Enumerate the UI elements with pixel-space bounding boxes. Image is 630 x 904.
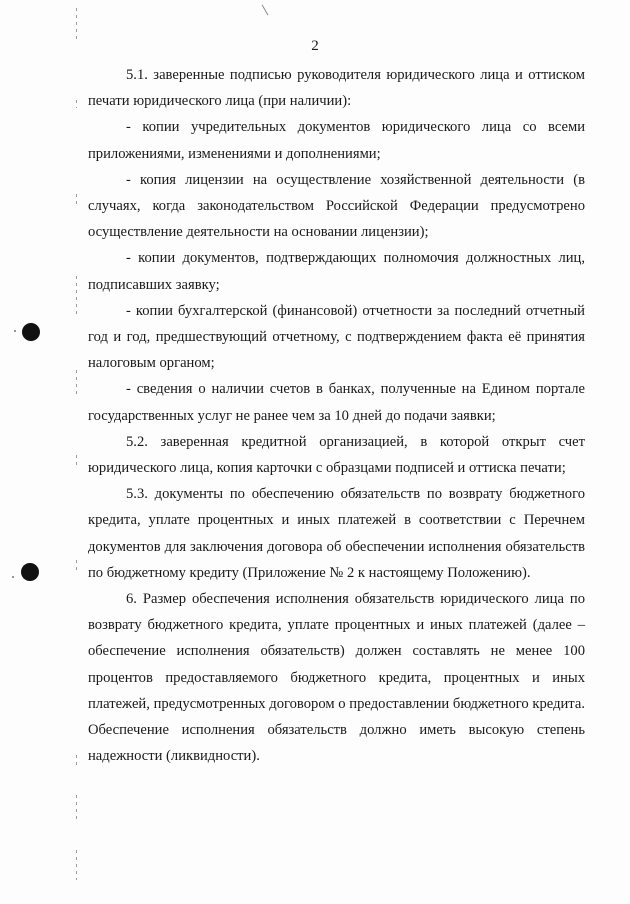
page-number: 2 xyxy=(311,38,319,54)
margin-line xyxy=(76,100,77,108)
margin-line xyxy=(76,8,77,40)
scan-speck xyxy=(12,576,14,578)
margin-line xyxy=(76,755,77,765)
margin-line xyxy=(76,560,77,574)
punch-hole xyxy=(21,563,39,581)
margin-line xyxy=(76,455,77,465)
paragraph-6: 6. Размер обеспечения исполнения обязательств юридического лица по возврату бюджетного кредита, уплате процентных и иных платежей (далее – обеспечение исполнения обязательств) должен составлять не менее 100 процентов предоставляемого бюджетного кредита, процентных и иных платежей, предусмотренных договором о предоставлении бюджетного кредита. Обеспечение исполнения обязательств должно иметь высокую степень надежности (ликвидности). xyxy=(88,591,585,765)
scan-mark xyxy=(262,1,276,16)
paragraph-authority-docs: - копии документов, подтверждающих полномочия должностных лиц, подписавших заявку; xyxy=(88,250,585,293)
paragraph-5-2: 5.2. заверенная кредитной организацией, в которой открыт счет юридического лица, копия карточки с образцами подписей и оттиска печати; xyxy=(88,433,585,477)
paragraph-5-1: 5.1. заверенные подписью руководителя юридического лица и оттиском печати юридического лица (при наличии): xyxy=(88,67,585,110)
paragraph-5-3: 5.3. документы по обеспечению обязательств по возврату бюджетного кредита, уплате процентных и иных платежей в соответствии с Перечнем документов для заключения договора об обеспечении исполнения обязательств по бюджетному кредиту (Приложение № 2 к настоящему Положению). xyxy=(88,486,585,581)
paragraph-financial-statements: - копии бухгалтерской (финансовой) отчетности за последний отчетный год и год, предшествующий отчетному, с подтверждением факта её принятия налоговым органом; xyxy=(88,302,585,372)
paragraph-founding-docs: - копии учредительных документов юридического лица со всеми приложениями, изменениями и дополнениями; xyxy=(88,119,585,162)
margin-line xyxy=(76,795,77,821)
scan-speck xyxy=(14,330,16,332)
margin-line xyxy=(76,850,77,880)
document-body xyxy=(88,62,585,769)
punch-hole xyxy=(22,323,40,341)
paragraph-license: - копия лицензии на осуществление хозяйственной деятельности (в случаях, когда законодательством Российской Федерации предусмотрено осуществление деятельности на основании лицензии); xyxy=(88,171,585,241)
margin-line xyxy=(76,194,77,204)
margin-line xyxy=(76,370,77,394)
paragraph-bank-accounts: - сведения о наличии счетов в банках, полученные на Едином портале государственных услуг не ранее чем за 10 дней до подачи заявки; xyxy=(88,381,585,424)
margin-line xyxy=(76,276,77,316)
